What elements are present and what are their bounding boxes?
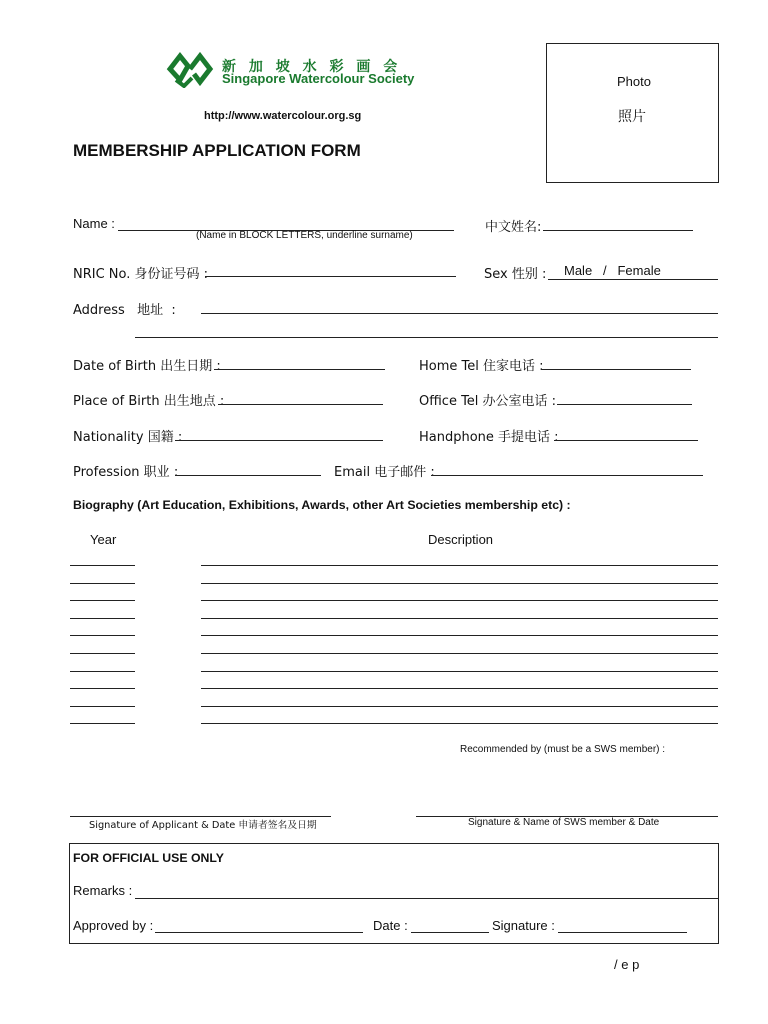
- biography-heading: Biography (Art Education, Exhibitions, Awards, other Art Societies membership etc) :: [73, 498, 571, 512]
- address-line-1[interactable]: [201, 313, 718, 314]
- society-logo-icon: [166, 50, 214, 88]
- member-signature-label: Signature & Name of SWS member & Date: [468, 817, 660, 828]
- biography-description-header: Description: [428, 532, 494, 547]
- photo-box: [546, 43, 719, 183]
- official-signature-field[interactable]: [558, 932, 687, 933]
- handphone-label: Handphone 手提电话 :: [419, 430, 559, 445]
- email-field[interactable]: [431, 475, 703, 476]
- logo-chinese-name: 新 加 坡 水 彩 画 会: [222, 59, 402, 75]
- biography-description-line[interactable]: [201, 583, 718, 584]
- biography-description-line[interactable]: [201, 600, 718, 601]
- chinese-name-field[interactable]: [543, 230, 693, 231]
- website-link[interactable]: http://www.watercolour.org.sg: [204, 110, 362, 122]
- applicant-signature-label: Signature of Applicant & Date 申请者签名及日期: [89, 820, 317, 831]
- biography-year-line[interactable]: [70, 565, 135, 566]
- biography-year-line[interactable]: [70, 635, 135, 636]
- biography-description-line[interactable]: [201, 688, 718, 689]
- name-hint: (Name in BLOCK LETTERS, underline surname): [196, 230, 413, 241]
- nationality-field[interactable]: [175, 440, 383, 441]
- approved-by-field[interactable]: [155, 932, 363, 933]
- nric-field[interactable]: [205, 276, 456, 277]
- nationality-label: Nationality 国籍 :: [73, 430, 183, 445]
- pob-field[interactable]: [218, 404, 383, 405]
- photo-label-chinese: 照片: [618, 109, 646, 125]
- office-tel-field[interactable]: [557, 404, 692, 405]
- biography-description-line[interactable]: [201, 618, 718, 619]
- email-label: Email 电子邮件 :: [334, 465, 435, 480]
- dob-label: Date of Birth 出生日期 :: [73, 359, 221, 374]
- home-tel-field[interactable]: [541, 369, 691, 370]
- logo-english-name: Singapore Watercolour Society: [222, 71, 415, 86]
- official-use-heading: FOR OFFICIAL USE ONLY: [73, 851, 224, 865]
- biography-description-line[interactable]: [201, 706, 718, 707]
- remarks-field[interactable]: [135, 898, 718, 899]
- sex-label: Sex 性别 :: [484, 267, 547, 282]
- biography-year-line[interactable]: [70, 653, 135, 654]
- dob-field[interactable]: [214, 369, 385, 370]
- biography-year-line[interactable]: [70, 671, 135, 672]
- biography-year-line[interactable]: [70, 706, 135, 707]
- biography-year-line[interactable]: [70, 618, 135, 619]
- address-line-2[interactable]: [135, 337, 718, 338]
- biography-year-line[interactable]: [70, 723, 135, 724]
- home-tel-label: Home Tel 住家电话 :: [419, 359, 544, 374]
- chinese-name-label: 中文姓名:: [485, 220, 542, 235]
- remarks-label: Remarks :: [73, 883, 133, 898]
- sex-options[interactable]: Male / Female: [564, 263, 661, 278]
- handphone-field[interactable]: [554, 440, 698, 441]
- biography-description-line[interactable]: [201, 653, 718, 654]
- biography-description-line[interactable]: [201, 565, 718, 566]
- address-label: Address 地址 :: [73, 303, 176, 318]
- pob-label: Place of Birth 出生地点 :: [73, 394, 225, 409]
- biography-description-line[interactable]: [201, 723, 718, 724]
- profession-label: Profession 职业 :: [73, 465, 179, 480]
- profession-field[interactable]: [175, 475, 321, 476]
- biography-year-line[interactable]: [70, 583, 135, 584]
- official-signature-label: Signature :: [492, 918, 555, 933]
- biography-description-line[interactable]: [201, 635, 718, 636]
- nric-label: NRIC No. 身份证号码 :: [73, 267, 209, 282]
- biography-year-line[interactable]: [70, 600, 135, 601]
- official-date-field[interactable]: [411, 932, 489, 933]
- official-date-label: Date :: [373, 918, 408, 933]
- recommended-by-note: Recommended by (must be a SWS member) :: [460, 744, 666, 755]
- biography-description-line[interactable]: [201, 671, 718, 672]
- footer-mark: / e p: [614, 957, 640, 972]
- approved-by-label: Approved by :: [73, 918, 154, 933]
- biography-year-line[interactable]: [70, 688, 135, 689]
- official-use-box: [69, 843, 719, 944]
- office-tel-label: Office Tel 办公室电话 :: [419, 394, 557, 409]
- biography-year-header: Year: [90, 532, 117, 547]
- sex-field[interactable]: [548, 279, 718, 280]
- form-title: MEMBERSHIP APPLICATION FORM: [73, 141, 361, 160]
- photo-label: Photo: [617, 74, 651, 89]
- name-label: Name :: [73, 216, 115, 231]
